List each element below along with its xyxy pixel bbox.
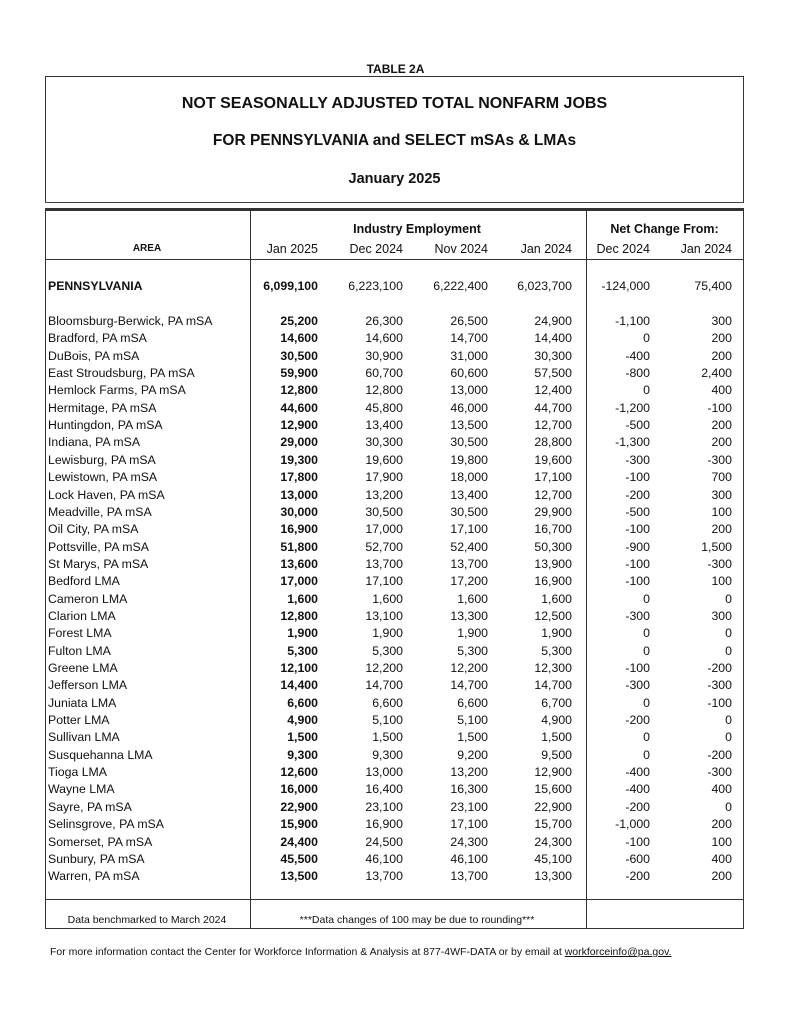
title-date: January 2025 (348, 171, 441, 187)
value-jan2025: 16,900 (280, 522, 318, 537)
area-name: Warren, PA mSA (48, 869, 140, 884)
value-jan2024: 6,700 (541, 695, 572, 710)
table-row (0, 609, 791, 626)
table-row (0, 557, 791, 574)
table-row (0, 869, 791, 886)
area-name: DuBois, PA mSA (48, 348, 140, 363)
area-name: Clarion LMA (48, 608, 116, 623)
change-dec2024: 0 (643, 747, 650, 762)
value-dec2024: 14,700 (365, 678, 403, 693)
area-name: Bedford LMA (48, 574, 120, 589)
group-header-net-change: Net Change From: (610, 222, 719, 236)
table-row (0, 678, 791, 695)
value-dec2024: 17,000 (365, 522, 403, 537)
area-name: Lock Haven, PA mSA (48, 487, 165, 502)
table-row (0, 366, 791, 383)
value-jan2025: 14,600 (280, 331, 318, 346)
table-row (0, 505, 791, 522)
value-jan2024: 28,800 (534, 435, 572, 450)
value-nov2024: 13,400 (450, 487, 488, 502)
change-jan2024: 0 (725, 799, 732, 814)
value-nov2024: 46,000 (450, 400, 488, 415)
value-jan2024: 22,900 (534, 799, 572, 814)
change-dec2024: 0 (643, 643, 650, 658)
change-jan2024: 300 (711, 487, 732, 502)
change-dec2024: 0 (643, 331, 650, 346)
column-header-area: AREA (132, 243, 162, 254)
value-jan2024: 12,700 (534, 418, 572, 433)
value-nov2024: 30,500 (450, 435, 488, 450)
value-dec2024: 17,100 (365, 574, 403, 589)
value-jan2025: 22,900 (280, 799, 318, 814)
value-dec2024: 9,300 (372, 747, 403, 762)
value-jan2024: 50,300 (534, 539, 572, 554)
area-name: Hemlock Farms, PA mSA (48, 383, 186, 398)
value-nov2024: 13,700 (450, 869, 488, 884)
value-jan2024: 6,023,700 (517, 279, 572, 293)
change-jan2024: 300 (711, 608, 732, 623)
area-name: Bradford, PA mSA (48, 331, 147, 346)
value-jan2025: 12,100 (280, 661, 318, 675)
change-jan2024: 100 (711, 834, 732, 849)
value-jan2025: 59,900 (280, 366, 318, 381)
table-row (0, 713, 791, 730)
value-nov2024: 24,300 (450, 834, 488, 849)
value-dec2024: 17,900 (365, 470, 403, 485)
change-dec2024: -800 (625, 366, 650, 381)
value-nov2024: 16,300 (450, 782, 488, 797)
value-dec2024: 1,500 (372, 730, 403, 745)
value-nov2024: 5,300 (457, 643, 488, 658)
column-header-jan2025: Jan 2025 (266, 242, 318, 256)
change-jan2024: 0 (725, 626, 732, 641)
value-jan2024: 12,700 (534, 487, 572, 502)
change-jan2024: 300 (711, 314, 732, 328)
value-jan2025: 51,800 (280, 539, 318, 554)
value-jan2025: 25,200 (280, 314, 318, 328)
value-dec2024: 60,700 (365, 366, 403, 381)
value-jan2025: 6,099,100 (263, 279, 318, 293)
change-dec2024: -100 (625, 556, 650, 571)
value-jan2025: 16,000 (280, 782, 318, 797)
table-row (0, 835, 791, 852)
value-jan2024: 30,300 (534, 348, 572, 363)
area-name: Huntingdon, PA mSA (48, 418, 163, 433)
value-jan2025: 29,000 (280, 435, 318, 450)
value-nov2024: 31,000 (450, 348, 488, 363)
value-jan2024: 12,300 (534, 661, 572, 675)
table-row (0, 592, 791, 609)
table-row (0, 800, 791, 817)
value-jan2024: 9,500 (541, 747, 572, 762)
state-total-row (0, 279, 791, 296)
value-nov2024: 30,500 (450, 504, 488, 519)
value-jan2025: 15,900 (280, 817, 318, 832)
contact-email-link[interactable]: workforceinfo@pa.gov. (564, 946, 672, 958)
value-dec2024: 45,800 (365, 400, 403, 415)
change-dec2024: -300 (625, 678, 650, 693)
value-nov2024: 23,100 (450, 799, 488, 814)
change-jan2024: 200 (711, 522, 732, 537)
area-name: PENNSYLVANIA (48, 279, 143, 293)
area-name: Lewistown, PA mSA (48, 470, 158, 485)
value-dec2024: 46,100 (365, 851, 403, 866)
change-jan2024: -100 (707, 695, 732, 710)
change-dec2024: -1,300 (615, 435, 650, 450)
value-dec2024: 12,200 (365, 661, 403, 675)
change-dec2024: -400 (625, 765, 650, 780)
value-jan2025: 1,500 (287, 730, 318, 745)
change-dec2024: 0 (643, 591, 650, 606)
footer-divider (46, 899, 743, 900)
value-nov2024: 14,700 (450, 678, 488, 693)
benchmark-note: Data benchmarked to March 2024 (67, 914, 227, 926)
area-name: Potter LMA (48, 713, 110, 728)
change-dec2024: -200 (625, 487, 650, 502)
change-jan2024: 200 (711, 331, 732, 346)
change-dec2024: 0 (643, 626, 650, 641)
change-dec2024: -200 (625, 869, 650, 884)
value-jan2025: 44,600 (280, 400, 318, 415)
group-header-employment: Industry Employment (353, 222, 481, 236)
value-dec2024: 1,600 (372, 591, 403, 606)
table-row (0, 765, 791, 782)
table-row (0, 644, 791, 661)
change-jan2024: 0 (725, 713, 732, 728)
change-dec2024: 0 (643, 695, 650, 710)
rounding-note: ***Data changes of 100 may be due to rounding*** (299, 914, 535, 926)
value-jan2025: 5,300 (287, 643, 318, 658)
change-jan2024: -300 (707, 556, 732, 571)
value-nov2024: 6,222,400 (433, 279, 488, 293)
value-jan2024: 1,900 (541, 626, 572, 641)
value-jan2024: 16,700 (534, 522, 572, 537)
value-jan2025: 12,600 (280, 765, 318, 780)
value-nov2024: 26,500 (450, 314, 488, 328)
area-name: Indiana, PA mSA (48, 435, 141, 450)
area-name: Sayre, PA mSA (48, 799, 132, 814)
table-row (0, 748, 791, 765)
value-nov2024: 12,200 (450, 661, 488, 675)
value-nov2024: 17,100 (450, 817, 488, 832)
area-name: Greene LMA (48, 661, 118, 675)
value-jan2024: 13,300 (534, 869, 572, 884)
change-dec2024: -124,000 (601, 279, 650, 293)
area-name: East Stroudsburg, PA mSA (48, 366, 195, 381)
title-line-2: FOR PENNSYLVANIA and SELECT mSAs & LMAs (212, 132, 577, 149)
table-row (0, 453, 791, 470)
value-jan2024: 15,600 (534, 782, 572, 797)
area-name: Susquehanna LMA (48, 747, 153, 762)
value-jan2024: 1,500 (541, 730, 572, 745)
table-row (0, 626, 791, 643)
change-dec2024: -500 (625, 418, 650, 433)
area-name: Selinsgrove, PA mSA (48, 817, 164, 832)
value-jan2025: 12,900 (280, 418, 318, 433)
table-row (0, 574, 791, 591)
value-nov2024: 13,200 (450, 765, 488, 780)
area-name: Wayne LMA (48, 782, 115, 797)
value-nov2024: 6,600 (457, 695, 488, 710)
change-dec2024: -600 (625, 851, 650, 866)
value-jan2024: 44,700 (534, 400, 572, 415)
value-jan2024: 12,400 (534, 383, 572, 398)
value-jan2025: 1,900 (287, 626, 318, 641)
table-row (0, 522, 791, 539)
change-dec2024: -1,200 (615, 400, 650, 415)
change-dec2024: -200 (625, 713, 650, 728)
value-dec2024: 30,900 (365, 348, 403, 363)
change-dec2024: -100 (625, 470, 650, 485)
area-name: Hermitage, PA mSA (48, 400, 157, 415)
column-header-nov2024: Nov 2024 (434, 242, 488, 256)
table-row (0, 488, 791, 505)
value-nov2024: 19,800 (450, 452, 488, 467)
change-jan2024: 1,500 (701, 539, 732, 554)
change-dec2024: -1,000 (615, 817, 650, 832)
area-name: Forest LMA (48, 626, 112, 641)
change-dec2024: -100 (625, 574, 650, 589)
table-row (0, 435, 791, 452)
area-name: Meadville, PA mSA (48, 504, 152, 519)
change-jan2024: 0 (725, 591, 732, 606)
value-dec2024: 12,800 (365, 383, 403, 398)
value-dec2024: 1,900 (372, 626, 403, 641)
value-jan2025: 17,800 (280, 470, 318, 485)
value-dec2024: 30,500 (365, 504, 403, 519)
change-dec2024: -900 (625, 539, 650, 554)
value-jan2025: 30,000 (280, 504, 318, 519)
value-dec2024: 13,700 (365, 556, 403, 571)
table-row (0, 470, 791, 487)
area-name: Cameron LMA (48, 591, 128, 606)
title-box (45, 76, 744, 202)
table-label: TABLE 2A (366, 62, 425, 76)
change-dec2024: -400 (625, 782, 650, 797)
change-jan2024: -300 (707, 452, 732, 467)
value-jan2024: 24,900 (534, 314, 572, 328)
value-jan2025: 30,500 (280, 348, 318, 363)
contact-info (50, 946, 671, 958)
area-name: St Marys, PA mSA (48, 556, 149, 571)
value-nov2024: 1,500 (457, 730, 488, 745)
area-name: Sunbury, PA mSA (48, 851, 145, 866)
value-jan2025: 12,800 (280, 383, 318, 398)
area-name: Oil City, PA mSA (48, 522, 139, 537)
title-separator (45, 202, 744, 203)
value-jan2025: 13,000 (280, 487, 318, 502)
table-row (0, 418, 791, 435)
value-dec2024: 6,223,100 (348, 279, 403, 293)
change-jan2024: 200 (711, 418, 732, 433)
value-dec2024: 16,900 (365, 817, 403, 832)
change-dec2024: 0 (643, 383, 650, 398)
value-dec2024: 6,600 (372, 695, 403, 710)
area-name: Lewisburg, PA mSA (48, 452, 156, 467)
value-nov2024: 13,000 (450, 383, 488, 398)
value-jan2024: 12,500 (534, 608, 572, 623)
table-row (0, 401, 791, 418)
value-nov2024: 13,500 (450, 418, 488, 433)
value-nov2024: 46,100 (450, 851, 488, 866)
value-dec2024: 13,100 (365, 608, 403, 623)
value-dec2024: 13,700 (365, 869, 403, 884)
value-nov2024: 18,000 (450, 470, 488, 485)
value-jan2024: 45,100 (534, 851, 572, 866)
change-jan2024: 0 (725, 730, 732, 745)
change-jan2024: 100 (711, 574, 732, 589)
change-jan2024: 2,400 (701, 366, 732, 381)
change-jan2024: 400 (711, 851, 732, 866)
value-nov2024: 14,700 (450, 331, 488, 346)
change-dec2024: -1,100 (615, 314, 650, 328)
area-name: Somerset, PA mSA (48, 834, 153, 849)
table-row (0, 540, 791, 557)
table-row (0, 782, 791, 799)
value-jan2024: 16,900 (534, 574, 572, 589)
value-dec2024: 30,300 (365, 435, 403, 450)
value-nov2024: 9,200 (457, 747, 488, 762)
value-jan2024: 15,700 (534, 817, 572, 832)
value-jan2024: 13,900 (534, 556, 572, 571)
value-jan2024: 14,400 (534, 331, 572, 346)
value-jan2024: 5,300 (541, 643, 572, 658)
change-jan2024: 100 (711, 504, 732, 519)
value-jan2024: 19,600 (534, 452, 572, 467)
column-header-change-jan2024: Jan 2024 (680, 242, 732, 256)
table-row (0, 331, 791, 348)
value-jan2025: 45,500 (280, 851, 318, 866)
table-row (0, 852, 791, 869)
area-name: Sullivan LMA (48, 730, 120, 745)
change-dec2024: -300 (625, 608, 650, 623)
area-name: Pottsville, PA mSA (48, 539, 149, 554)
value-jan2025: 9,300 (287, 747, 318, 762)
value-jan2024: 17,100 (534, 470, 572, 485)
value-jan2025: 17,000 (280, 574, 318, 589)
column-header-dec2024: Dec 2024 (349, 242, 403, 256)
value-jan2025: 12,800 (280, 608, 318, 623)
value-jan2025: 14,400 (280, 678, 318, 693)
value-dec2024: 24,500 (365, 834, 403, 849)
value-dec2024: 13,200 (365, 487, 403, 502)
value-nov2024: 1,600 (457, 591, 488, 606)
title-line-1: NOT SEASONALLY ADJUSTED TOTAL NONFARM JOBS (181, 95, 608, 112)
column-header-jan2024: Jan 2024 (520, 242, 572, 256)
change-jan2024: 700 (711, 470, 732, 485)
change-jan2024: -300 (707, 678, 732, 693)
value-nov2024: 52,400 (450, 539, 488, 554)
value-jan2024: 1,600 (541, 591, 572, 606)
value-nov2024: 60,600 (450, 366, 488, 381)
value-dec2024: 23,100 (365, 799, 403, 814)
value-dec2024: 19,600 (365, 452, 403, 467)
change-jan2024: 200 (711, 348, 732, 363)
value-dec2024: 16,400 (365, 782, 403, 797)
table-row (0, 817, 791, 834)
value-dec2024: 5,100 (372, 713, 403, 728)
change-jan2024: 0 (725, 643, 732, 658)
change-jan2024: 200 (711, 817, 732, 832)
contact-text: For more information contact the Center for Workforce Information & Analysis at 877-4WF-DATA or by email at (50, 946, 565, 958)
change-jan2024: 200 (711, 435, 732, 450)
change-dec2024: -200 (625, 799, 650, 814)
value-dec2024: 52,700 (365, 539, 403, 554)
value-jan2024: 29,900 (534, 504, 572, 519)
change-jan2024: 400 (711, 782, 732, 797)
value-jan2025: 13,600 (280, 556, 318, 571)
value-dec2024: 5,300 (372, 643, 403, 658)
change-jan2024: 75,400 (694, 279, 732, 293)
change-jan2024: -100 (707, 400, 732, 415)
value-jan2024: 24,300 (534, 834, 572, 849)
change-dec2024: -100 (625, 661, 650, 675)
change-jan2024: 400 (711, 383, 732, 398)
value-dec2024: 13,400 (365, 418, 403, 433)
value-nov2024: 5,100 (457, 713, 488, 728)
value-jan2025: 6,600 (287, 695, 318, 710)
change-jan2024: -300 (707, 765, 732, 780)
value-dec2024: 14,600 (365, 331, 403, 346)
value-nov2024: 17,200 (450, 574, 488, 589)
change-jan2024: -200 (707, 661, 732, 675)
value-jan2025: 13,500 (280, 869, 318, 884)
value-jan2024: 14,700 (534, 678, 572, 693)
value-dec2024: 13,000 (365, 765, 403, 780)
change-jan2024: 200 (711, 869, 732, 884)
value-jan2024: 12,900 (534, 765, 572, 780)
change-jan2024: -200 (707, 747, 732, 762)
table-row (0, 314, 791, 331)
value-nov2024: 1,900 (457, 626, 488, 641)
change-dec2024: -100 (625, 834, 650, 849)
value-nov2024: 17,100 (450, 522, 488, 537)
area-name: Bloomsburg-Berwick, PA mSA (48, 314, 213, 328)
area-name: Jefferson LMA (48, 678, 128, 693)
value-jan2024: 4,900 (541, 713, 572, 728)
change-dec2024: -500 (625, 504, 650, 519)
change-dec2024: -100 (625, 522, 650, 537)
table-row (0, 696, 791, 713)
table-row (0, 661, 791, 678)
change-dec2024: -300 (625, 452, 650, 467)
value-dec2024: 26,300 (365, 314, 403, 328)
column-header-change-dec2024: Dec 2024 (596, 242, 650, 256)
change-dec2024: -400 (625, 348, 650, 363)
table-row (0, 730, 791, 747)
area-name: Fulton LMA (48, 643, 111, 658)
value-jan2025: 24,400 (280, 834, 318, 849)
value-nov2024: 13,700 (450, 556, 488, 571)
value-nov2024: 13,300 (450, 608, 488, 623)
table-row (0, 383, 791, 400)
table-row (0, 349, 791, 366)
area-name: Tioga LMA (48, 765, 108, 780)
value-jan2024: 57,500 (534, 366, 572, 381)
value-jan2025: 1,600 (287, 591, 318, 606)
value-jan2025: 4,900 (287, 713, 318, 728)
change-dec2024: 0 (643, 730, 650, 745)
header-divider (46, 259, 743, 260)
value-jan2025: 19,300 (280, 452, 318, 467)
area-name: Juniata LMA (48, 695, 117, 710)
